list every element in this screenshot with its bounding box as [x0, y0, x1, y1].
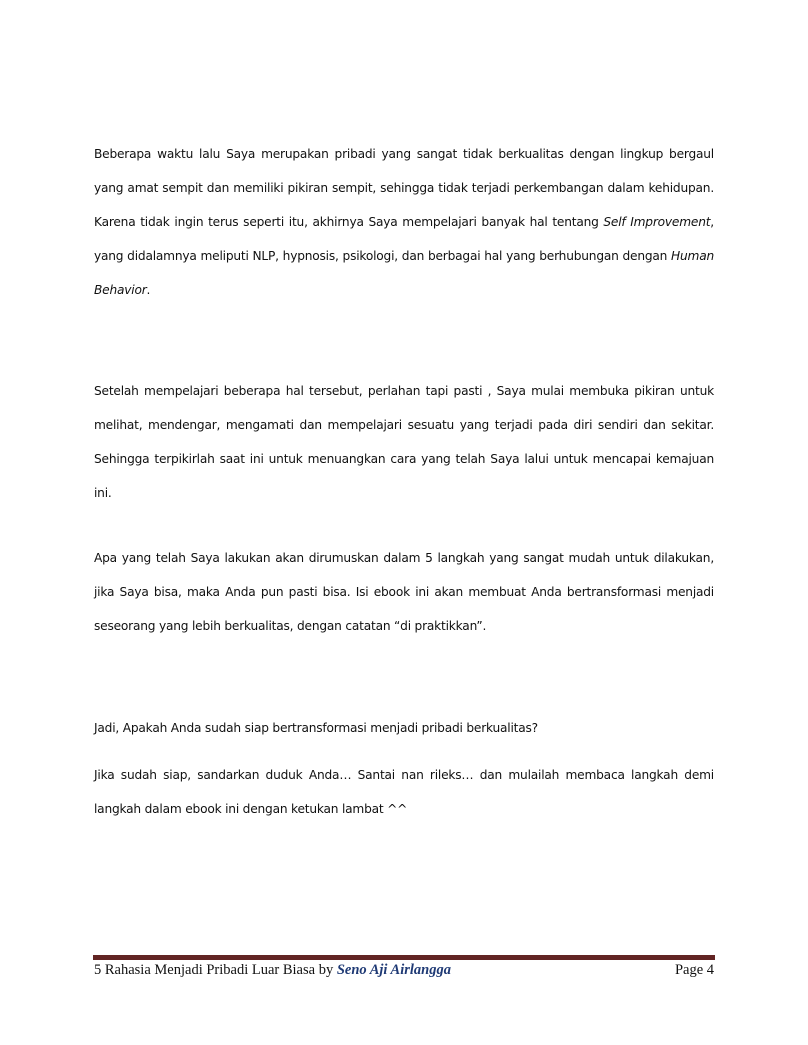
- paragraph-invitation: Jika sudah siap, sandarkan duduk Anda… Santai nan rileks… dan mulailah membaca langkah demi langkah dalam ebook ini dengan ketukan lambat ^^: [94, 768, 714, 816]
- paragraph-text: , yang didalamnya meliputi NLP, hypnosis, psikologi, dan berbagai hal yang berhubungan dengan: [94, 215, 714, 263]
- paragraph-text: Beberapa waktu lalu Saya merupakan pribadi yang sangat tidak berkualitas dengan lingkup bergaul yang amat sempit dan memiliki pikiran sempit, sehingga tidak terjadi perkembangan dalam kehidupan. Karena tidak ingin terus seperti itu, akhirnya Saya mempelajari banyak hal tentang: [94, 147, 714, 229]
- paragraph-learning: Setelah mempelajari beberapa hal tersebut, perlahan tapi pasti , Saya mulai membuka pikiran untuk melihat, mendengar, mengamati dan mempelajari sesuatu yang terjadi pada diri sendiri dan sekitar. Sehingga terpikirlah saat ini untuk menuangkan cara yang telah Saya lalui untuk mencapai kemajuan ini.: [94, 384, 714, 500]
- paragraph-intro: [94, 137, 714, 307]
- footer-book-title: 5 Rahasia Menjadi Pribadi Luar Biasa by: [94, 962, 337, 978]
- paragraph-text: .: [146, 283, 151, 297]
- paragraph-five-steps: Apa yang telah Saya lakukan akan dirumuskan dalam 5 langkah yang sangat mudah untuk dilakukan, jika Saya bisa, maka Anda pun pasti bisa. Isi ebook ini akan membuat Anda bertransformasi menjadi seseorang yang lebih berkualitas, dengan catatan “di praktikkan”.: [94, 551, 714, 633]
- paragraph-question: Jadi, Apakah Anda sudah siap bertransformasi menjadi pribadi berkualitas?: [94, 721, 538, 735]
- footer-rule: [93, 955, 715, 960]
- emphasis-human-behavior: Human Behavior: [94, 249, 714, 297]
- footer-author: Seno Aji Airlangga: [336, 962, 451, 978]
- page-footer: [94, 962, 714, 982]
- footer-title: [94, 962, 451, 979]
- emphasis-self-improvement: Self Improvement: [603, 215, 711, 229]
- page-number: Page 4: [674, 962, 714, 978]
